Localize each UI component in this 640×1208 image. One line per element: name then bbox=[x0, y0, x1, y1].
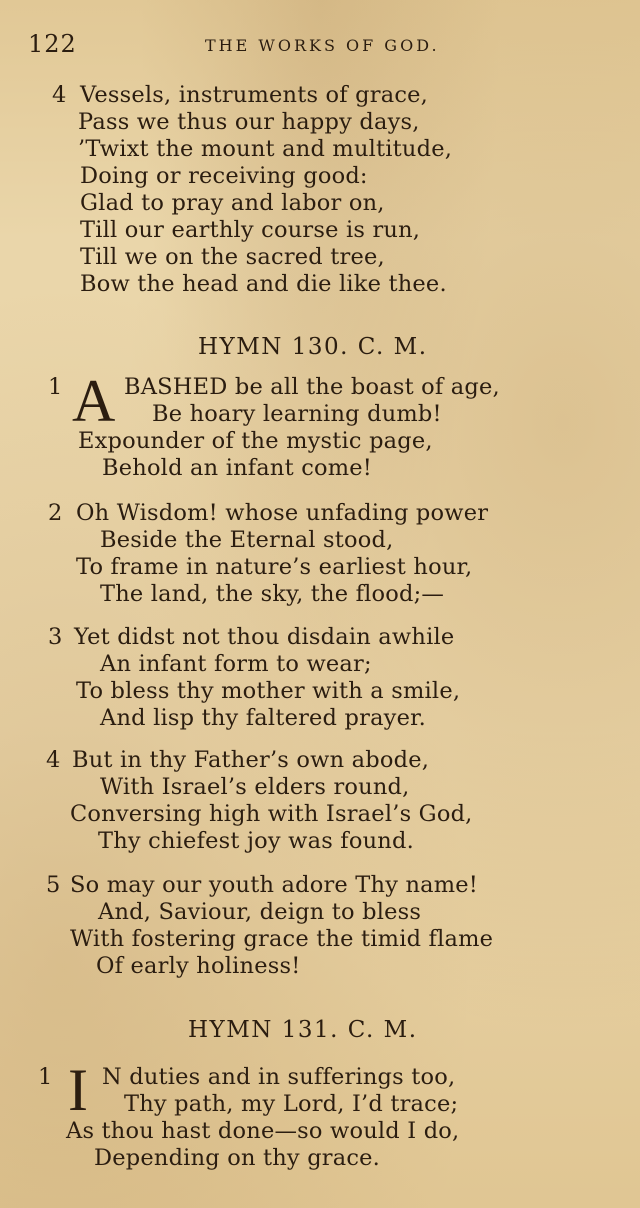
stanza-number: 2 bbox=[48, 500, 63, 526]
verse-line: Pass we thus our happy days, bbox=[78, 109, 420, 135]
drop-cap: A bbox=[72, 368, 116, 434]
verse-line: Conversing high with Israel’s God, bbox=[70, 801, 473, 827]
verse-line: To bless thy mother with a smile, bbox=[76, 678, 461, 704]
verse-line: ’Twixt the mount and multitude, bbox=[78, 136, 453, 162]
verse-line: An infant form to wear; bbox=[100, 651, 372, 677]
verse-line: Yet didst not thou disdain awhile bbox=[74, 624, 455, 650]
verse-line: And lisp thy faltered prayer. bbox=[100, 705, 426, 731]
stanza-number: 3 bbox=[48, 624, 63, 650]
verse-line: BASHED be all the boast of age, bbox=[124, 374, 500, 400]
verse-line: And, Saviour, deign to bless bbox=[98, 899, 422, 925]
verse-line: Doing or receiving good: bbox=[80, 163, 368, 189]
stanza-number: 4 bbox=[52, 82, 67, 108]
stanza-number: 1 bbox=[38, 1064, 53, 1090]
page-number: 122 bbox=[28, 30, 77, 58]
verse-line: Glad to pray and labor on, bbox=[80, 190, 385, 216]
verse-line: Oh Wisdom! whose unfading power bbox=[76, 500, 489, 526]
stanza-number: 5 bbox=[46, 872, 61, 898]
verse-line: Depending on thy grace. bbox=[94, 1145, 381, 1171]
drop-cap: I bbox=[68, 1057, 88, 1123]
stanza-number: 4 bbox=[46, 747, 61, 773]
verse-line: Of early holiness! bbox=[96, 953, 301, 979]
verse-line: Beside the Eternal stood, bbox=[100, 527, 394, 553]
verse-line: The land, the sky, the flood;— bbox=[100, 581, 445, 607]
verse-line: So may our youth adore Thy name! bbox=[70, 872, 479, 898]
verse-line: But in thy Father’s own abode, bbox=[72, 747, 430, 773]
running-head: THE WORKS OF GOD. bbox=[205, 36, 440, 55]
verse-line: Be hoary learning dumb! bbox=[152, 401, 442, 427]
hymn-title: HYMN 131. C. M. bbox=[188, 1017, 418, 1043]
verse-line: To frame in nature’s earliest hour, bbox=[76, 554, 473, 580]
verse-line: Expounder of the mystic page, bbox=[78, 428, 433, 454]
verse-line: Till we on the sacred tree, bbox=[80, 244, 385, 270]
verse-line: N duties and in sufferings too, bbox=[102, 1064, 456, 1090]
verse-line: With Israel’s elders round, bbox=[100, 774, 410, 800]
stanza-number: 1 bbox=[48, 374, 63, 400]
verse-line: Bow the head and die like thee. bbox=[80, 271, 447, 297]
verse-line: Behold an infant come! bbox=[102, 455, 373, 481]
verse-line: Thy chiefest joy was found. bbox=[98, 828, 414, 854]
verse-line: Vessels, instruments of grace, bbox=[80, 82, 429, 108]
page-header bbox=[0, 30, 640, 60]
hymn-title: HYMN 130. C. M. bbox=[198, 334, 428, 360]
verse-line: Till our earthly course is run, bbox=[80, 217, 421, 243]
verse-line: As thou hast done—so would I do, bbox=[66, 1118, 460, 1144]
verse-line: With fostering grace the timid flame bbox=[70, 926, 494, 952]
verse-line: Thy path, my Lord, I’d trace; bbox=[124, 1091, 459, 1117]
